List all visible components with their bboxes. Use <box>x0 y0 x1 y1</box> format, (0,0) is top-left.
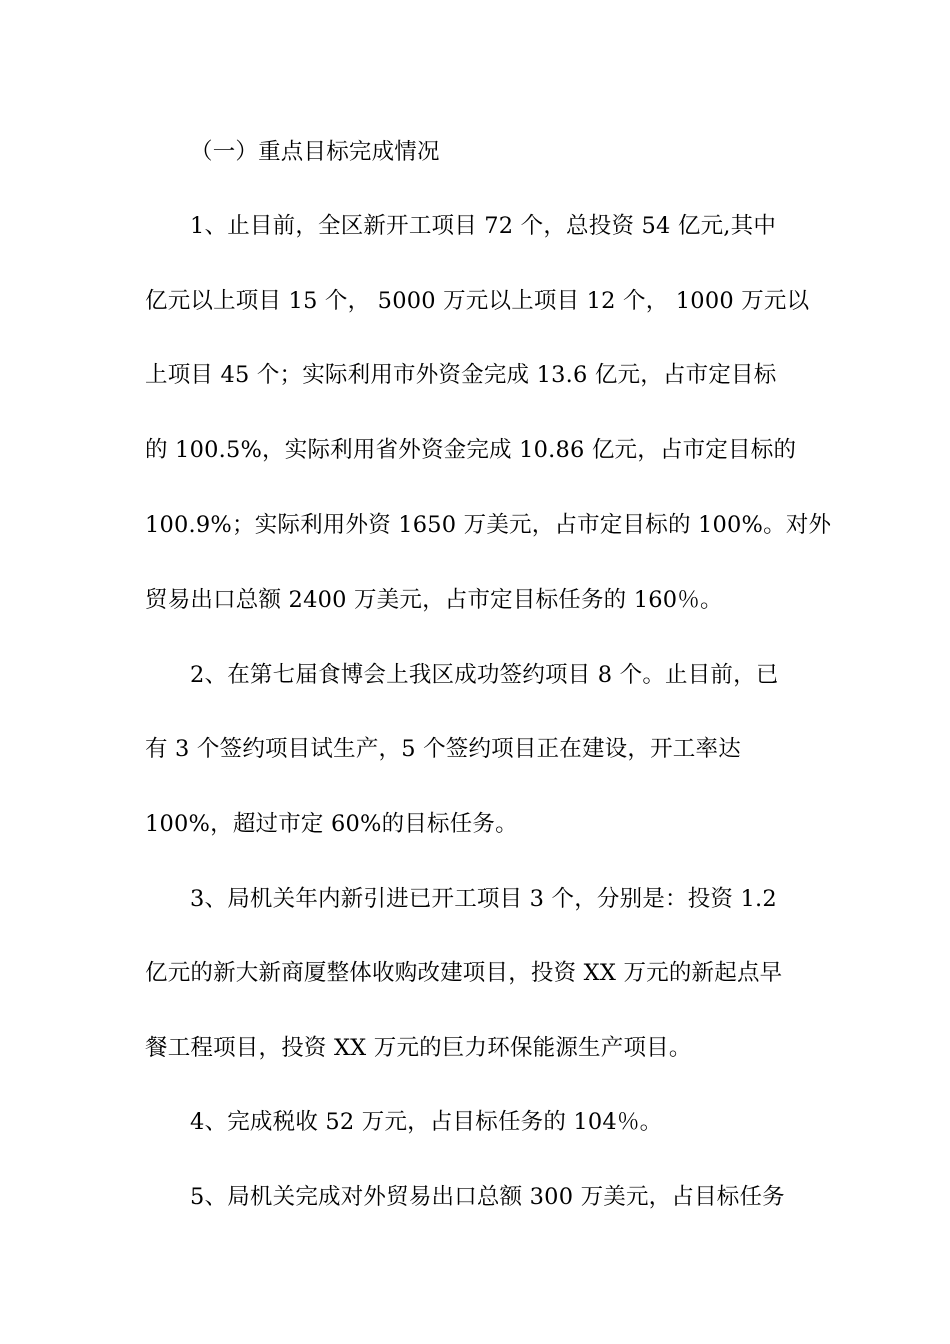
paragraph-line: 5、局机关完成对外贸易出口总额 300 万美元，占目标任务 <box>190 1184 785 1210</box>
paragraph-line: 亿元的新大新商厦整体收购改建项目，投资 XX 万元的新起点早 <box>145 960 783 986</box>
paragraph-line: 1、止目前，全区新开工项目 72 个，总投资 54 亿元,其中 <box>190 213 777 239</box>
paragraph-line: 贸易出口总额 2400 万美元，占市定目标任务的 160％。 <box>145 587 723 613</box>
paragraph-line: 4、完成税收 52 万元，占目标任务的 104％。 <box>190 1109 663 1135</box>
section-heading: （一）重点目标完成情况 <box>190 139 440 165</box>
paragraph-line: 100%，超过市定 60%的目标任务。 <box>145 811 518 837</box>
paragraph-line: 的 100.5%，实际利用省外资金完成 10.86 亿元，占市定目标的 <box>145 437 797 463</box>
paragraph-line: 100.9%；实际利用外资 1650 万美元，占市定目标的 100%。对外 <box>145 512 832 538</box>
paragraph-line: 餐工程项目，投资 XX 万元的巨力环保能源生产项目。 <box>145 1035 692 1061</box>
paragraph-line: 上项目 45 个；实际利用市外资金完成 13.6 亿元，占市定目标 <box>145 362 777 388</box>
paragraph-line: 3、局机关年内新引进已开工项目 3 个，分别是：投资 1.2 <box>190 886 777 912</box>
paragraph-line: 亿元以上项目 15 个， 5000 万元以上项目 12 个， 1000 万元以 <box>145 288 810 314</box>
paragraph-line: 2、在第七届食博会上我区成功签约项目 8 个。止目前，已 <box>190 662 779 688</box>
paragraph-line: 有 3 个签约项目试生产，5 个签约项目正在建设，开工率达 <box>145 736 741 762</box>
